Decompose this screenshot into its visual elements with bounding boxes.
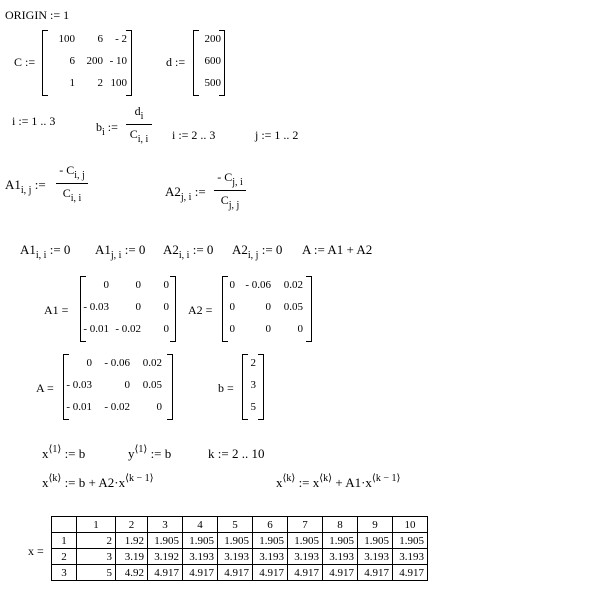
x-result-label: x = — [28, 544, 44, 558]
a1-definition-lhs[interactable] — [5, 177, 46, 196]
matrix-cell: 0 — [229, 323, 235, 335]
vector-cell: 5 — [250, 401, 256, 413]
table-cell[interactable]: 4.92 — [116, 565, 148, 581]
k-range[interactable]: k := 2 .. 10 — [208, 446, 265, 461]
table-cell[interactable]: 1.905 — [148, 533, 183, 549]
table-cell[interactable]: 4.917 — [148, 565, 183, 581]
fraction-bar — [126, 124, 152, 125]
d-cell: 200 — [204, 33, 221, 45]
superscript: ⟨k⟩ — [282, 473, 296, 484]
c-subscript: i, i — [137, 134, 149, 145]
vector-cell: 2 — [250, 357, 256, 369]
gauss-seidel-iteration[interactable] — [276, 473, 400, 491]
y-init[interactable] — [128, 444, 171, 462]
fraction-bar — [214, 190, 246, 191]
matrix-cell: 0 — [163, 301, 169, 313]
matrix-cell: - 0.03 — [83, 301, 109, 313]
table-cell[interactable]: 4.917 — [393, 565, 428, 581]
column-header: 5 — [218, 517, 253, 533]
table-cell[interactable]: 1.905 — [253, 533, 288, 549]
matrix-cell: - 0.02 — [115, 323, 141, 335]
superscript: ⟨k − 1⟩ — [125, 473, 154, 484]
table-cell[interactable]: 3.193 — [218, 549, 253, 565]
matrix-cell: 0 — [124, 379, 130, 391]
subscript: i, i — [70, 193, 82, 204]
neg-c-symbol: - C — [217, 170, 233, 184]
superscript: ⟨k⟩ — [48, 473, 62, 484]
superscript: ⟨1⟩ — [48, 444, 62, 455]
b-subscript: i — [102, 127, 105, 138]
table-cell[interactable]: 1.905 — [218, 533, 253, 549]
matrix-cell: 0 — [265, 301, 271, 313]
d-cell: 500 — [204, 77, 221, 89]
d-vector[interactable] — [193, 30, 225, 96]
c-cell: 6 — [97, 33, 103, 45]
c-symbol: C — [129, 127, 138, 141]
matrix-cell: 0 — [103, 279, 109, 291]
corner-cell — [52, 517, 77, 533]
table-cell[interactable]: 3.192 — [148, 549, 183, 565]
matrix-cell: 0.05 — [142, 379, 162, 391]
table-cell[interactable]: 3.193 — [323, 549, 358, 565]
x-result-table[interactable] — [51, 516, 428, 581]
jacobi-iteration[interactable] — [42, 473, 154, 491]
a2-symbol: A2 — [163, 242, 179, 257]
superscript: ⟨k⟩ — [319, 473, 333, 484]
zero-lower-a2[interactable] — [232, 242, 282, 261]
table-cell[interactable]: 3.19 — [116, 549, 148, 565]
table-cell[interactable]: 4.917 — [288, 565, 323, 581]
j-range[interactable]: j := 1 .. 2 — [255, 128, 299, 142]
superscript: ⟨1⟩ — [134, 444, 148, 455]
assign-b: := b — [150, 446, 172, 461]
table-cell[interactable]: 1.92 — [116, 533, 148, 549]
assign-op: := — [194, 184, 206, 199]
superscript: ⟨k − 1⟩ — [371, 473, 401, 484]
table-row — [52, 549, 428, 565]
table-row — [52, 533, 428, 549]
column-header: 9 — [358, 517, 393, 533]
subscript: i, i — [178, 250, 190, 261]
matrix-cell: 0 — [163, 279, 169, 291]
matrix-cell: - 0.06 — [245, 279, 271, 291]
matrix-cell: 0 — [135, 301, 141, 313]
assign-op: := — [107, 120, 118, 134]
a2-label: A2 = — [188, 303, 213, 317]
a1-fraction — [56, 163, 88, 204]
column-header: 4 — [183, 517, 218, 533]
table-cell[interactable]: 3.193 — [358, 549, 393, 565]
zero-diag-a2[interactable] — [163, 242, 213, 261]
a2-symbol: A2 — [165, 184, 181, 199]
i2-range[interactable]: i := 2 .. 3 — [172, 128, 216, 142]
column-header: 10 — [393, 517, 428, 533]
d-label: d := — [166, 55, 186, 69]
column-header: 3 — [148, 517, 183, 533]
d-cell: 600 — [204, 55, 221, 67]
rhs: := b + A2·x — [64, 475, 126, 490]
table-cell[interactable]: 1.905 — [323, 533, 358, 549]
table-cell[interactable]: 3 — [77, 549, 116, 565]
matrix-cell: - 0.03 — [66, 379, 92, 391]
x-symbol: x — [276, 475, 283, 490]
zero-diag-a1[interactable] — [20, 242, 70, 261]
table-cell[interactable]: 1.905 — [288, 533, 323, 549]
assign-op: := — [34, 177, 46, 192]
a1-subscript: i, j — [20, 185, 32, 196]
matrix-cell: 0.05 — [283, 301, 303, 313]
d-subscript: i — [140, 111, 144, 122]
subscript: i, i — [35, 250, 47, 261]
assign-zero: := 0 — [192, 242, 214, 257]
matrix-cell: 0 — [297, 323, 303, 335]
x-init[interactable] — [42, 444, 85, 462]
c-symbol: C — [62, 186, 71, 200]
b-symbol: b — [96, 120, 102, 134]
c-cell: - 10 — [109, 55, 127, 67]
rhs: + A1·x — [335, 475, 372, 490]
x-symbol: x — [42, 446, 49, 461]
matrix-cell: - 0.06 — [104, 357, 130, 369]
column-header: 7 — [288, 517, 323, 533]
a-matrix[interactable] — [63, 354, 173, 420]
a2-symbol: A2 — [232, 242, 248, 257]
matrix-cell: 0 — [265, 323, 271, 335]
matrix-cell: 0 — [86, 357, 92, 369]
a-definition[interactable]: A := A1 + A2 — [302, 242, 373, 257]
table-cell[interactable]: 3.193 — [183, 549, 218, 565]
b-vector[interactable] — [242, 354, 264, 420]
column-header: 1 — [77, 517, 116, 533]
c-cell: - 2 — [115, 33, 127, 45]
column-header: 8 — [323, 517, 358, 533]
c-matrix[interactable] — [42, 30, 132, 96]
fraction-bar — [56, 183, 88, 184]
zero-upper-a1[interactable] — [95, 242, 145, 261]
matrix-cell: - 0.01 — [66, 401, 92, 413]
a1-symbol: A1 — [20, 242, 36, 257]
table-cell[interactable]: 4.917 — [323, 565, 358, 581]
neg-c-symbol: - C — [59, 163, 75, 177]
matrix-cell: 0 — [229, 279, 235, 291]
b-definition-lhs[interactable] — [96, 120, 118, 138]
table-cell[interactable]: 2 — [77, 533, 116, 549]
c-cell: 1 — [69, 77, 75, 89]
table-cell[interactable]: 3.193 — [253, 549, 288, 565]
row-header: 2 — [52, 549, 77, 565]
a2-matrix[interactable] — [222, 276, 312, 342]
c-cell: 100 — [58, 33, 75, 45]
b-label: b = — [218, 381, 234, 395]
x-symbol: x — [42, 475, 49, 490]
assign-zero: := 0 — [261, 242, 283, 257]
a1-label: A1 = — [44, 303, 69, 317]
subscript: i, j — [74, 170, 85, 181]
column-header: 2 — [116, 517, 148, 533]
table-cell[interactable]: 3.193 — [393, 549, 428, 565]
c-cell: 2 — [97, 77, 103, 89]
table-cell[interactable]: 1.905 — [393, 533, 428, 549]
a2-fraction — [214, 170, 246, 211]
vector-cell: 3 — [250, 379, 256, 391]
matrix-cell: 0.02 — [283, 279, 303, 291]
a1-symbol: A1 — [5, 177, 21, 192]
assign-b: := b — [64, 446, 86, 461]
row-header: 3 — [52, 565, 77, 581]
matrix-cell: 0 — [229, 301, 235, 313]
rhs: := x — [298, 475, 320, 490]
matrix-cell: 0 — [156, 401, 162, 413]
subscript: j, j — [228, 200, 240, 211]
table-cell[interactable]: 1.905 — [183, 533, 218, 549]
assign-zero: := 0 — [49, 242, 71, 257]
assign-zero: := 0 — [124, 242, 146, 257]
table-cell[interactable]: 5 — [77, 565, 116, 581]
c-cell: 200 — [86, 55, 103, 67]
a2-subscript: j, i — [180, 192, 192, 203]
c-symbol: C — [220, 193, 229, 207]
origin-statement[interactable]: ORIGIN := 1 — [5, 8, 70, 22]
row-header: 1 — [52, 533, 77, 549]
a-label: A = — [36, 381, 54, 395]
table-row — [52, 565, 428, 581]
a1-matrix[interactable] — [80, 276, 176, 342]
matrix-cell: - 0.01 — [83, 323, 109, 335]
table-cell[interactable]: 4.917 — [358, 565, 393, 581]
i-range[interactable]: i := 1 .. 3 — [12, 114, 56, 128]
d-symbol: d — [134, 104, 141, 118]
table-header-row — [52, 517, 428, 533]
matrix-cell: 0 — [135, 279, 141, 291]
column-header: 6 — [253, 517, 288, 533]
table-cell[interactable]: 4.917 — [183, 565, 218, 581]
matrix-cell: 0 — [163, 323, 169, 335]
a2-definition-lhs[interactable] — [165, 184, 206, 203]
c-label: C := — [14, 55, 36, 69]
table-cell[interactable]: 3.193 — [288, 549, 323, 565]
table-cell[interactable]: 4.917 — [253, 565, 288, 581]
subscript: j, i — [110, 250, 122, 261]
c-cell: 6 — [69, 55, 75, 67]
table-cell[interactable]: 1.905 — [358, 533, 393, 549]
matrix-cell: - 0.02 — [104, 401, 130, 413]
table-cell[interactable]: 4.917 — [218, 565, 253, 581]
c-cell: 100 — [110, 77, 127, 89]
y-symbol: y — [128, 446, 135, 461]
b-fraction — [126, 104, 152, 145]
subscript: j, i — [232, 177, 243, 188]
a1-symbol: A1 — [95, 242, 111, 257]
subscript: i, j — [247, 250, 259, 261]
matrix-cell: 0.02 — [142, 357, 162, 369]
